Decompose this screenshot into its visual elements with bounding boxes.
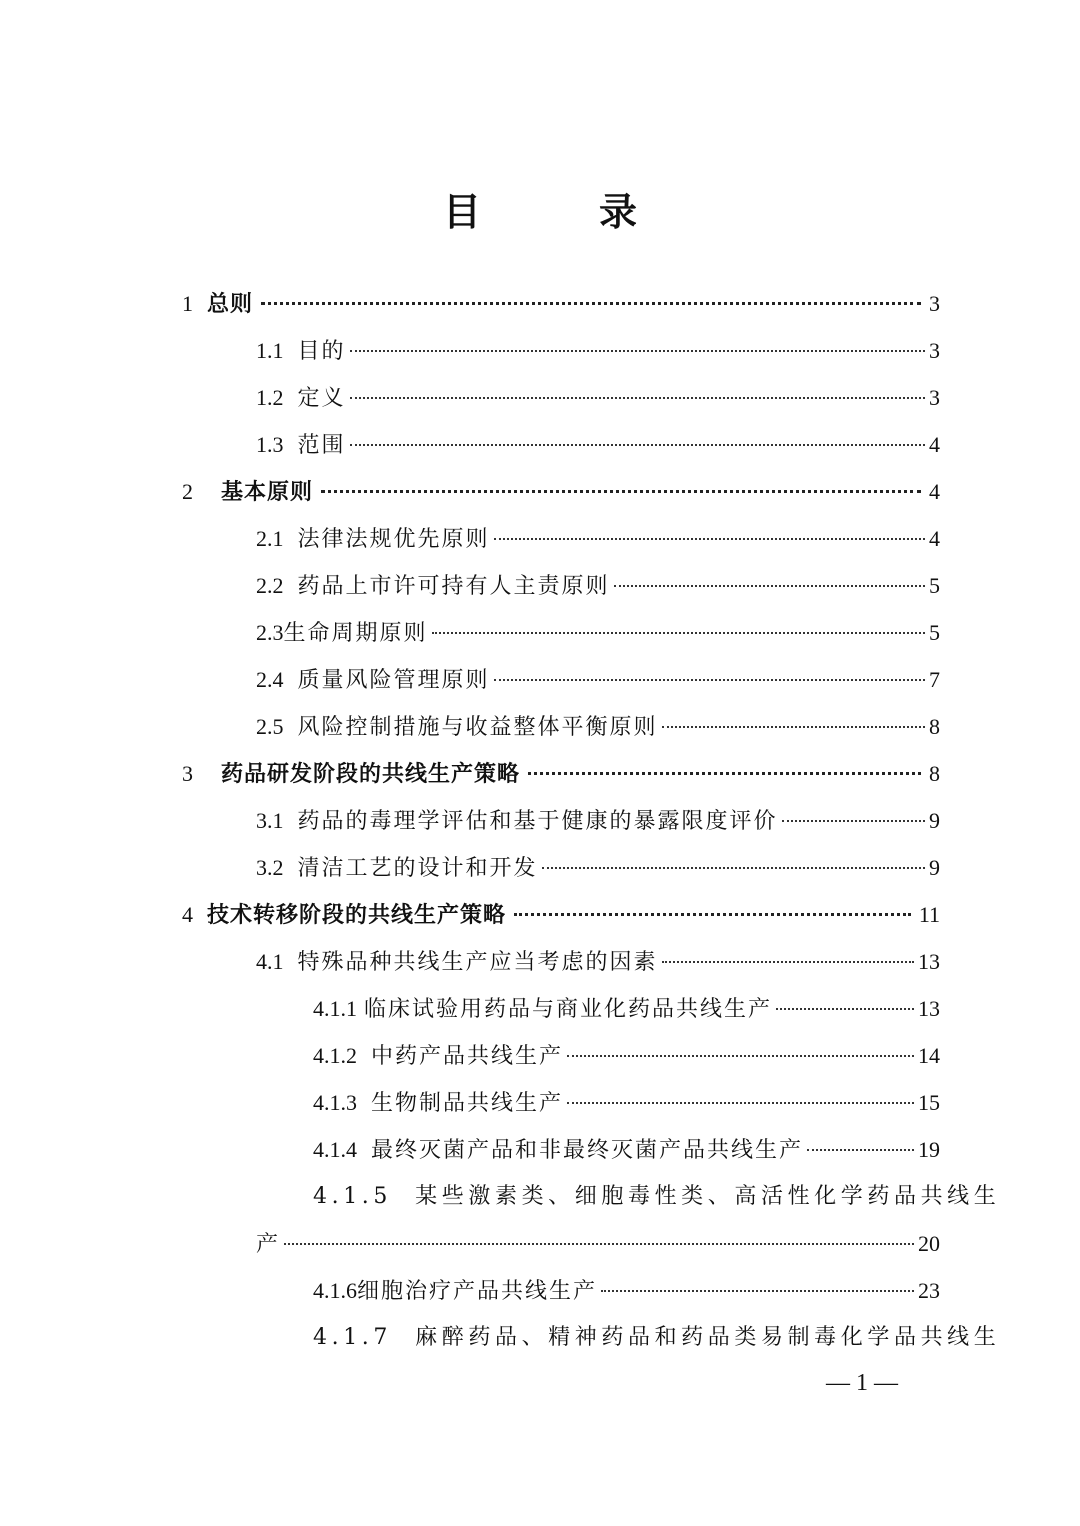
toc-number: 2.3 <box>256 620 284 645</box>
toc-entry-2-3[interactable] <box>256 611 940 655</box>
toc-entry-2-1[interactable] <box>256 517 940 561</box>
toc-number: 2.5 <box>256 714 284 739</box>
page-title: 目 录 <box>442 190 677 234</box>
toc-label: 范围 <box>297 433 346 458</box>
toc-number: 1.3 <box>256 432 284 457</box>
toc-entry-4-1-6[interactable] <box>313 1269 940 1313</box>
toc-page-number: 3 <box>929 291 940 316</box>
toc-page-number: 13 <box>918 949 940 974</box>
toc-entry-1-3[interactable] <box>256 423 940 467</box>
toc-page-number: 8 <box>929 714 940 739</box>
toc-entry-2-4[interactable] <box>256 658 940 702</box>
toc-page-number: 11 <box>918 902 940 927</box>
dot-leader <box>494 679 925 681</box>
toc-entry-4-1-3[interactable] <box>313 1081 940 1125</box>
toc-number: 4.1 <box>256 949 284 974</box>
toc-label-continuation: 产 <box>256 1232 281 1257</box>
toc-label: 技术转移阶段的共线生产策略 <box>207 903 507 928</box>
toc-page-number: 13 <box>918 996 940 1021</box>
toc-label: 临床试验用药品与商业化药品共线生产 <box>364 997 773 1022</box>
toc-page-number: 3 <box>929 385 940 410</box>
toc-number: 2.1 <box>256 526 284 551</box>
toc-label: 定义 <box>297 386 346 411</box>
toc-page-number: 4 <box>929 526 940 551</box>
toc-entry-4-1-7-line1[interactable] <box>313 1316 1000 1360</box>
toc-label: 质量风险管理原则 <box>297 668 490 693</box>
toc-entry-4-1-4[interactable] <box>313 1128 940 1172</box>
toc-entry-4-1[interactable] <box>256 940 940 984</box>
toc-label: 生物制品共线生产 <box>371 1091 564 1116</box>
dot-leader <box>261 302 921 305</box>
toc-number: 1.2 <box>256 385 284 410</box>
toc-label: 某些激素类、细胞毒性类、高活性化学药品共线生 <box>415 1184 1001 1209</box>
toc-number: 4.1.7 <box>313 1325 392 1350</box>
toc-page-number: 23 <box>918 1278 940 1303</box>
dot-leader <box>567 1055 914 1057</box>
toc-page-number: 4 <box>929 479 940 504</box>
dot-leader <box>514 913 911 916</box>
toc-label: 总则 <box>207 292 254 317</box>
toc-entry-3-1[interactable] <box>256 799 940 843</box>
toc-number: 4.1.2 <box>313 1043 357 1068</box>
toc-label: 生命周期原则 <box>283 621 428 646</box>
toc-label: 细胞治疗产品共线生产 <box>357 1279 598 1304</box>
dot-leader <box>350 397 925 399</box>
toc-number: 4.1.4 <box>313 1137 357 1162</box>
toc-entry-2[interactable] <box>182 470 940 514</box>
toc-number: 2 <box>182 479 193 504</box>
toc-number: 4.1.6 <box>313 1278 357 1303</box>
toc-page-number: 14 <box>918 1043 940 1068</box>
toc-entry-1-1[interactable] <box>256 329 940 373</box>
toc-page-number: 9 <box>929 808 940 833</box>
toc-label: 药品上市许可持有人主责原则 <box>297 574 610 599</box>
toc-number: 4.1.5 <box>313 1184 392 1209</box>
dot-leader <box>614 585 925 587</box>
toc-label: 药品的毒理学评估和基于健康的暴露限度评价 <box>297 809 778 834</box>
dot-leader <box>776 1008 914 1010</box>
toc-label: 法律法规优先原则 <box>297 527 490 552</box>
toc-number: 1 <box>182 291 193 316</box>
toc-entry-3-2[interactable] <box>256 846 940 890</box>
toc-label: 中药产品共线生产 <box>371 1044 564 1069</box>
toc-label: 麻醉药品、精神药品和药品类易制毒化学品共线生 <box>415 1325 1001 1350</box>
toc-page-number: 5 <box>929 573 940 598</box>
dot-leader <box>601 1290 914 1292</box>
toc-label: 基本原则 <box>220 480 313 505</box>
dot-leader <box>432 632 925 634</box>
toc-number: 2.2 <box>256 573 284 598</box>
toc-page-number: 9 <box>929 855 940 880</box>
toc-entry-1[interactable] <box>182 282 940 326</box>
toc-label: 最终灭菌产品和非最终灭菌产品共线生产 <box>371 1138 804 1163</box>
toc-number: 4.1.1 <box>313 996 357 1021</box>
toc-page-number: 7 <box>929 667 940 692</box>
toc-page-number: 15 <box>918 1090 940 1115</box>
dot-leader <box>782 820 925 822</box>
toc-entry-4-1-2[interactable] <box>313 1034 940 1078</box>
toc-number: 3 <box>182 761 193 786</box>
dot-leader <box>807 1149 914 1151</box>
toc-label: 目的 <box>297 339 346 364</box>
dot-leader <box>662 961 914 963</box>
toc-page-number: 4 <box>929 432 940 457</box>
toc-page-number: 8 <box>929 761 940 786</box>
toc-entry-4[interactable] <box>182 893 940 937</box>
dot-leader <box>662 726 925 728</box>
dot-leader <box>350 444 925 446</box>
dot-leader <box>528 772 921 775</box>
toc-entry-1-2[interactable] <box>256 376 940 420</box>
page-number-footer: — 1 — <box>826 1370 898 1396</box>
toc-page-number: 3 <box>929 338 940 363</box>
toc-number: 1.1 <box>256 338 284 363</box>
toc-page-number: 19 <box>918 1137 940 1162</box>
toc-entry-2-5[interactable] <box>256 705 940 749</box>
dot-leader <box>350 350 925 352</box>
dot-leader <box>494 538 925 540</box>
toc-number: 2.4 <box>256 667 284 692</box>
toc-entry-3[interactable] <box>182 752 940 796</box>
toc-number: 4.1.3 <box>313 1090 357 1115</box>
toc-label: 药品研发阶段的共线生产策略 <box>220 762 520 787</box>
dot-leader <box>321 490 921 493</box>
toc-page-number: 20 <box>918 1231 940 1256</box>
toc-entry-4-1-5-line1[interactable] <box>313 1175 1000 1219</box>
toc-number: 3.1 <box>256 808 284 833</box>
toc-entry-4-1-1[interactable] <box>313 987 940 1031</box>
toc-label: 特殊品种共线生产应当考虑的因素 <box>297 950 658 975</box>
toc-label: 清洁工艺的设计和开发 <box>297 856 538 881</box>
dot-leader <box>284 1243 914 1245</box>
toc-label: 风险控制措施与收益整体平衡原则 <box>297 715 658 740</box>
toc-entry-4-1-5-line2[interactable] <box>256 1222 940 1266</box>
toc-number: 4 <box>182 902 193 927</box>
dot-leader <box>542 867 925 869</box>
toc-number: 3.2 <box>256 855 284 880</box>
toc-page-number: 5 <box>929 620 940 645</box>
toc-entry-2-2[interactable] <box>256 564 940 608</box>
dot-leader <box>567 1102 914 1104</box>
